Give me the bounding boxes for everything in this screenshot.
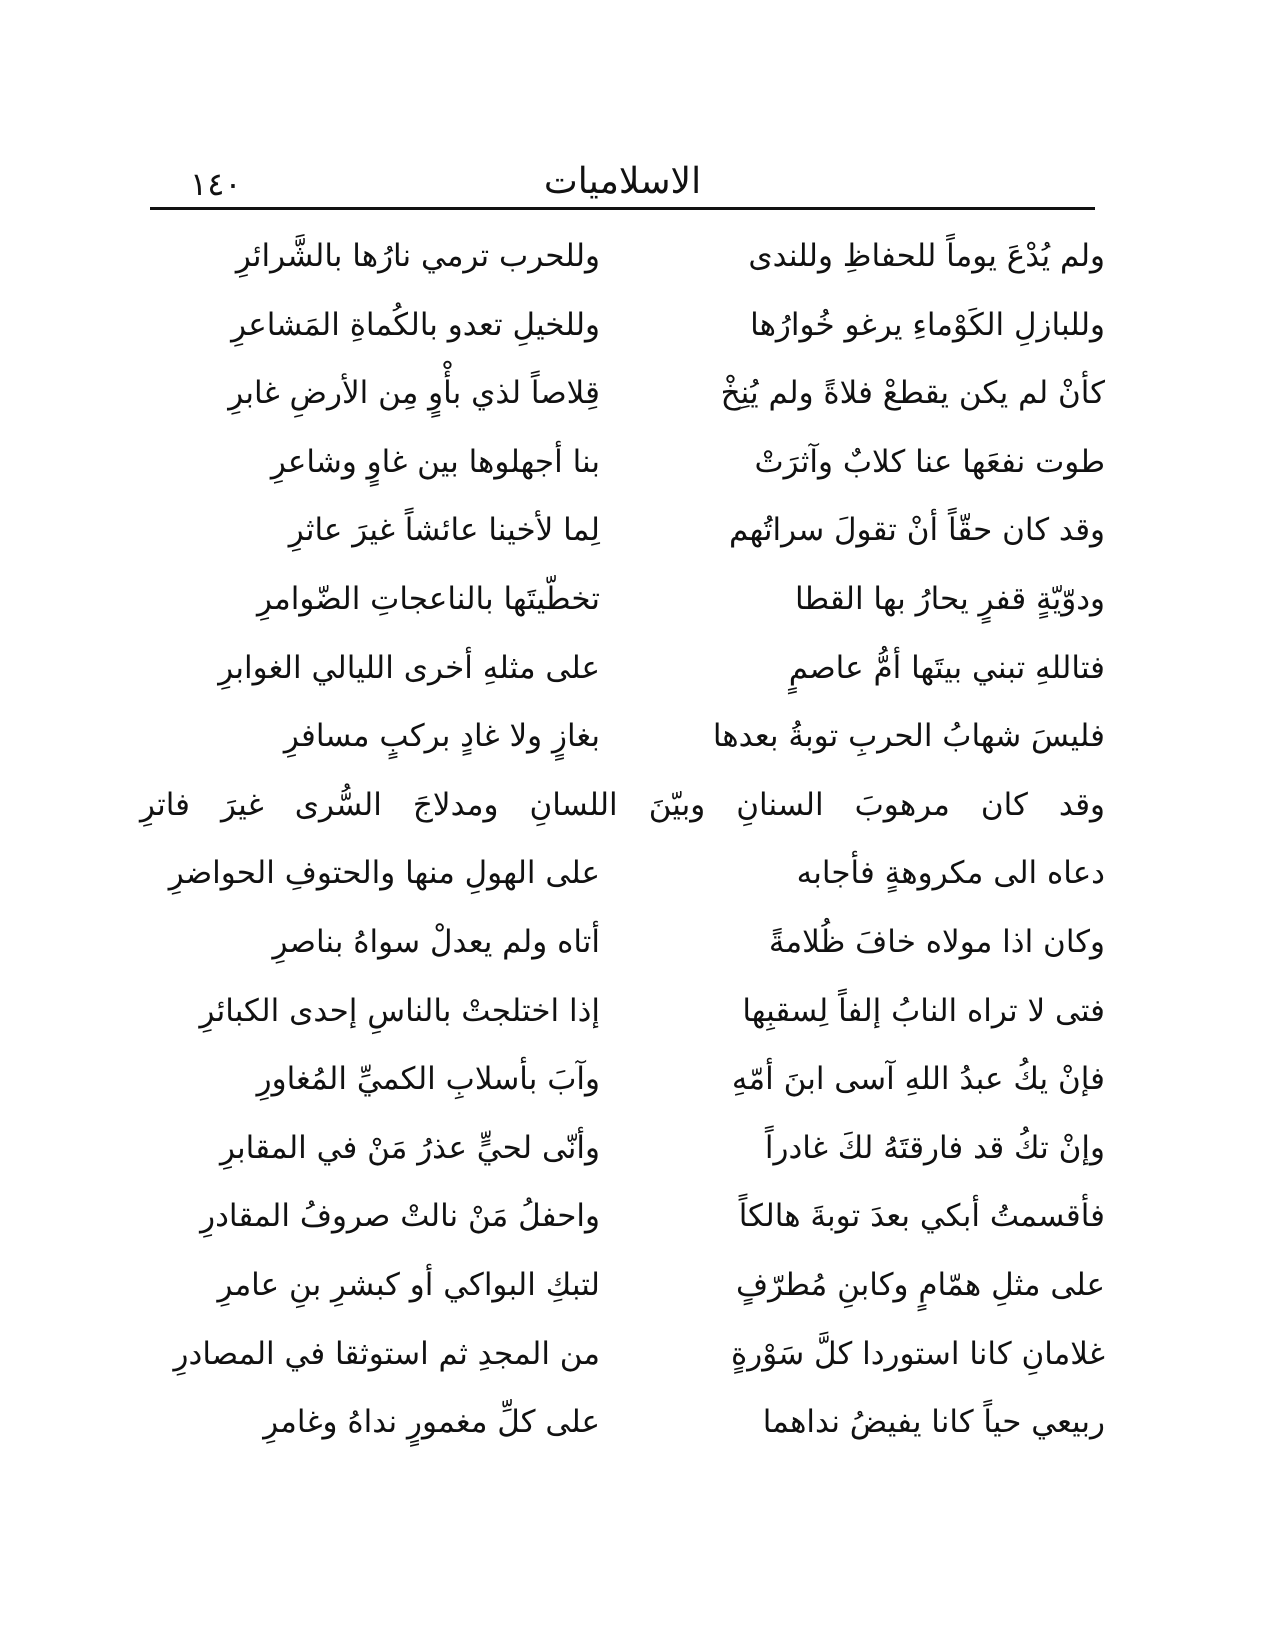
verse-second-hemistich: واحفلُ مَنْ نالتْ صروفُ المقادرِ — [200, 1198, 600, 1235]
verse-first-hemistich: فليسَ شهابُ الحربِ توبةُ بعدها — [712, 718, 1105, 755]
verse-second-hemistich: أتاه ولم يعدلْ سواهُ بناصرِ — [272, 923, 600, 960]
verse-first-hemistich: ربيعي حياً كانا يفيضُ نداهما — [762, 1404, 1105, 1441]
verse-second-hemistich: لتبكِ البواكي أو كبشرِ بنِ عامرِ — [217, 1266, 600, 1303]
verse-first-hemistich: وكان اذا مولاه خافَ ظُلامةً — [768, 923, 1105, 960]
verse-first-hemistich: ودوّيّةٍ قفرٍ يحارُ بها القطا — [794, 580, 1105, 617]
poem-body — [140, 222, 1105, 1457]
verse-line — [140, 1182, 1105, 1251]
verse-second-hemistich: إذا اختلجتْ بالناسِ إحدى الكبائرِ — [199, 992, 600, 1029]
verse-first-hemistich: طوت نفعَها عنا كلابٌ وآثرَتْ — [754, 443, 1105, 480]
verse-second-hemistich: وللحرب ترمي نارُها بالشَّرائرِ — [235, 238, 600, 274]
running-title: الاسلاميات — [543, 161, 702, 202]
page-number: ١٤٠ — [190, 165, 242, 203]
verse-second-hemistich: من المجدِ ثم استوثقا في المصادرِ — [173, 1335, 600, 1372]
verse-second-hemistich: على الهولِ منها والحتوفِ الحواضرِ — [168, 855, 600, 892]
verse-first-hemistich: دعاه الى مكروهةٍ فأجابه — [796, 855, 1105, 892]
verse-line — [140, 634, 1105, 703]
verse-second-hemistich: بغازٍ ولا غادٍ بركبٍ مسافرِ — [283, 718, 600, 755]
verse-first-hemistich: ولم يُدْعَ يوماً للحفاظِ وللندى — [748, 238, 1105, 274]
verse-line — [140, 1388, 1105, 1457]
verse-first-hemistich: فأقسمتُ أبكي بعدَ توبةَ هالكاً — [738, 1198, 1105, 1235]
header-rule — [150, 207, 1095, 210]
verse-first-hemistich: وإنْ تكُ قد فارقتَهُ لكَ غادراً — [764, 1129, 1105, 1166]
verse-first-hemistich: وقد كان حقّاً أنْ تقولَ سراتُهم — [728, 512, 1105, 549]
verse-second-hemistich: وأنّى لحيٍّ عذرُ مَنْ في المقابرِ — [219, 1129, 600, 1166]
verse-full-line: وقد كان مرهوبَ السنانِ وبيّنَ اللسانِ ومدلاجَ السُّرى غيرَ فاترِ — [140, 786, 1105, 823]
verse-first-hemistich: غلامانِ كانا استوردا كلَّ سَوْرةٍ — [731, 1335, 1105, 1372]
verse-second-hemistich: وآبَ بأسلابِ الكميِّ المُغاورِ — [256, 1061, 600, 1098]
verse-line — [140, 359, 1105, 428]
verse-line — [140, 1251, 1105, 1320]
verse-line — [140, 565, 1105, 634]
verse-second-hemistich: تخطّيتَها بالناعجاتِ الضّوامرِ — [257, 580, 600, 617]
verse-line — [140, 1320, 1105, 1389]
verse-second-hemistich: على كلِّ مغمورٍ نداهُ وغامرِ — [263, 1404, 600, 1441]
verse-line — [140, 1045, 1105, 1114]
page-header — [150, 160, 1095, 208]
verse-first-hemistich: فإنْ يكُ عبدُ اللهِ آسى ابنَ أمّهِ — [731, 1061, 1105, 1098]
verse-second-hemistich: بنا أجهلوها بين غاوٍ وشاعرِ — [270, 443, 600, 480]
verse-line — [140, 702, 1105, 771]
verse-second-hemistich: على مثلهِ أخرى الليالي الغوابرِ — [218, 649, 600, 686]
verse-first-hemistich: وللبازلِ الكَوْماءِ يرغو خُوارُها — [750, 306, 1105, 343]
verse-first-hemistich: فتى لا تراه النابُ إلفاً لِسقبِها — [742, 992, 1105, 1029]
verse-first-hemistich: فتاللهِ تبني بيتَها أمُّ عاصمٍ — [788, 649, 1105, 686]
verse-line — [140, 496, 1105, 565]
verse-line — [140, 1114, 1105, 1183]
verse-line — [140, 428, 1105, 497]
verse-second-hemistich: قِلاصاً لذي بأْوٍ مِن الأرضِ غابرِ — [228, 375, 600, 412]
verse-first-hemistich: كأنْ لم يكن يقطعْ فلاةً ولم يُنِخْ — [720, 375, 1105, 412]
verse-second-hemistich: وللخيلِ تعدو بالكُماةِ المَشاعرِ — [231, 306, 600, 343]
verse-second-hemistich: لِما لأخينا عائشاً غيرَ عاثرِ — [288, 512, 600, 549]
verse-line-full — [140, 771, 1105, 840]
verse-line — [140, 291, 1105, 360]
verse-line — [140, 222, 1105, 291]
verse-line — [140, 977, 1105, 1046]
verse-line — [140, 908, 1105, 977]
verse-line — [140, 839, 1105, 908]
verse-first-hemistich: على مثلِ همّامٍ وكابنِ مُطرّفٍ — [735, 1266, 1105, 1303]
